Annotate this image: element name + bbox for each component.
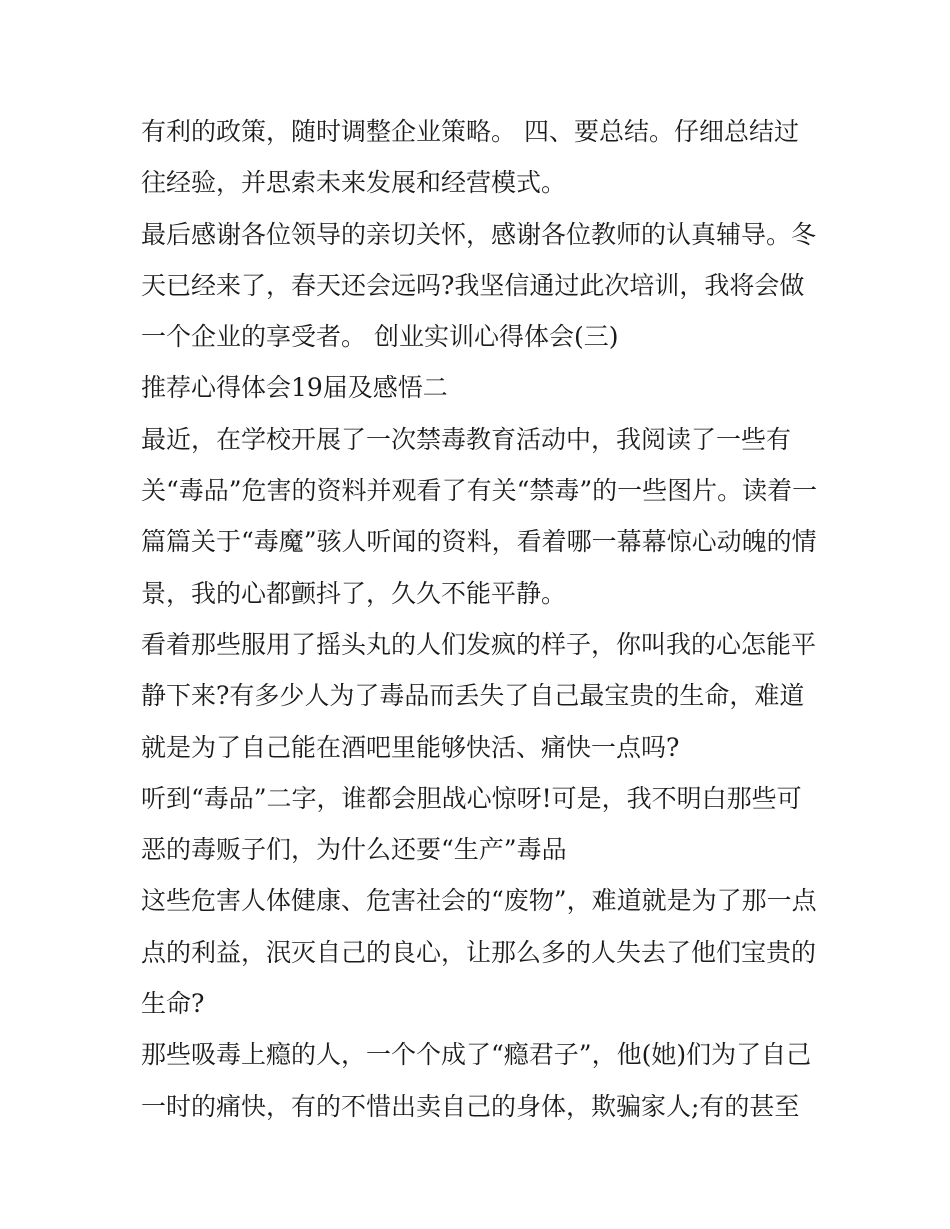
text-line: 篇篇关于“毒魔”骇人听闻的资料，看着哪一幕幕惊心动魄的情 bbox=[141, 527, 817, 557]
text-line: 最后感谢各位领导的亲切关怀，感谢各位教师的认真辅导。冬 bbox=[141, 219, 817, 249]
text-line: 最近，在学校开展了一次禁毒教育活动中，我阅读了一些有 bbox=[141, 424, 792, 454]
text-line: 关“毒品”危害的资料并观看了有关“禁毒”的一些图片。读着一 bbox=[141, 476, 818, 506]
text-line: 这些危害人体健康、危害社会的“废物”，难道就是为了那一点 bbox=[141, 886, 817, 916]
text-line: 天已经来了，春天还会远吗?我坚信通过此次培训，我将会做 bbox=[141, 270, 805, 300]
text-line: 景，我的心都颤抖了，久久不能平静。 bbox=[141, 578, 567, 608]
document-body bbox=[141, 106, 831, 1132]
text-line: 那些吸毒上瘾的人，一个个成了“瘾君子”，他(她)们为了自己 bbox=[141, 1040, 812, 1070]
text-line: 听到“毒品”二字，谁都会胆战心惊呀!可是，我不明白那些可 bbox=[141, 783, 802, 813]
text-line: 生命? bbox=[141, 989, 205, 1019]
section-heading: 推荐心得体会19届及感悟二 bbox=[141, 373, 448, 403]
text-line: 一时的痛快，有的不惜出卖自己的身体，欺骗家人;有的甚至 bbox=[141, 1091, 800, 1121]
text-line: 点的利益，泯灭自己的良心，让那么多的人失去了他们宝贵的 bbox=[141, 937, 817, 967]
text-line: 有利的政策，随时调整企业策略。 四、要总结。仔细总结过 bbox=[141, 117, 799, 146]
text-line: 看着那些服用了摇头丸的人们发疯的样子，你叫我的心怎能平 bbox=[141, 629, 817, 659]
text-line: 恶的毒贩子们，为什么还要“生产”毒品 bbox=[141, 835, 567, 865]
text-line: 静下来?有多少人为了毒品而丢失了自己最宝贵的生命，难道 bbox=[141, 681, 805, 711]
text-line: 就是为了自己能在酒吧里能够快活、痛快一点吗? bbox=[141, 732, 680, 762]
text-line: 一个企业的享受者。 创业实训心得体会(三) bbox=[141, 322, 619, 352]
text-line: 往经验，并思索未来发展和经营模式。 bbox=[141, 168, 567, 198]
